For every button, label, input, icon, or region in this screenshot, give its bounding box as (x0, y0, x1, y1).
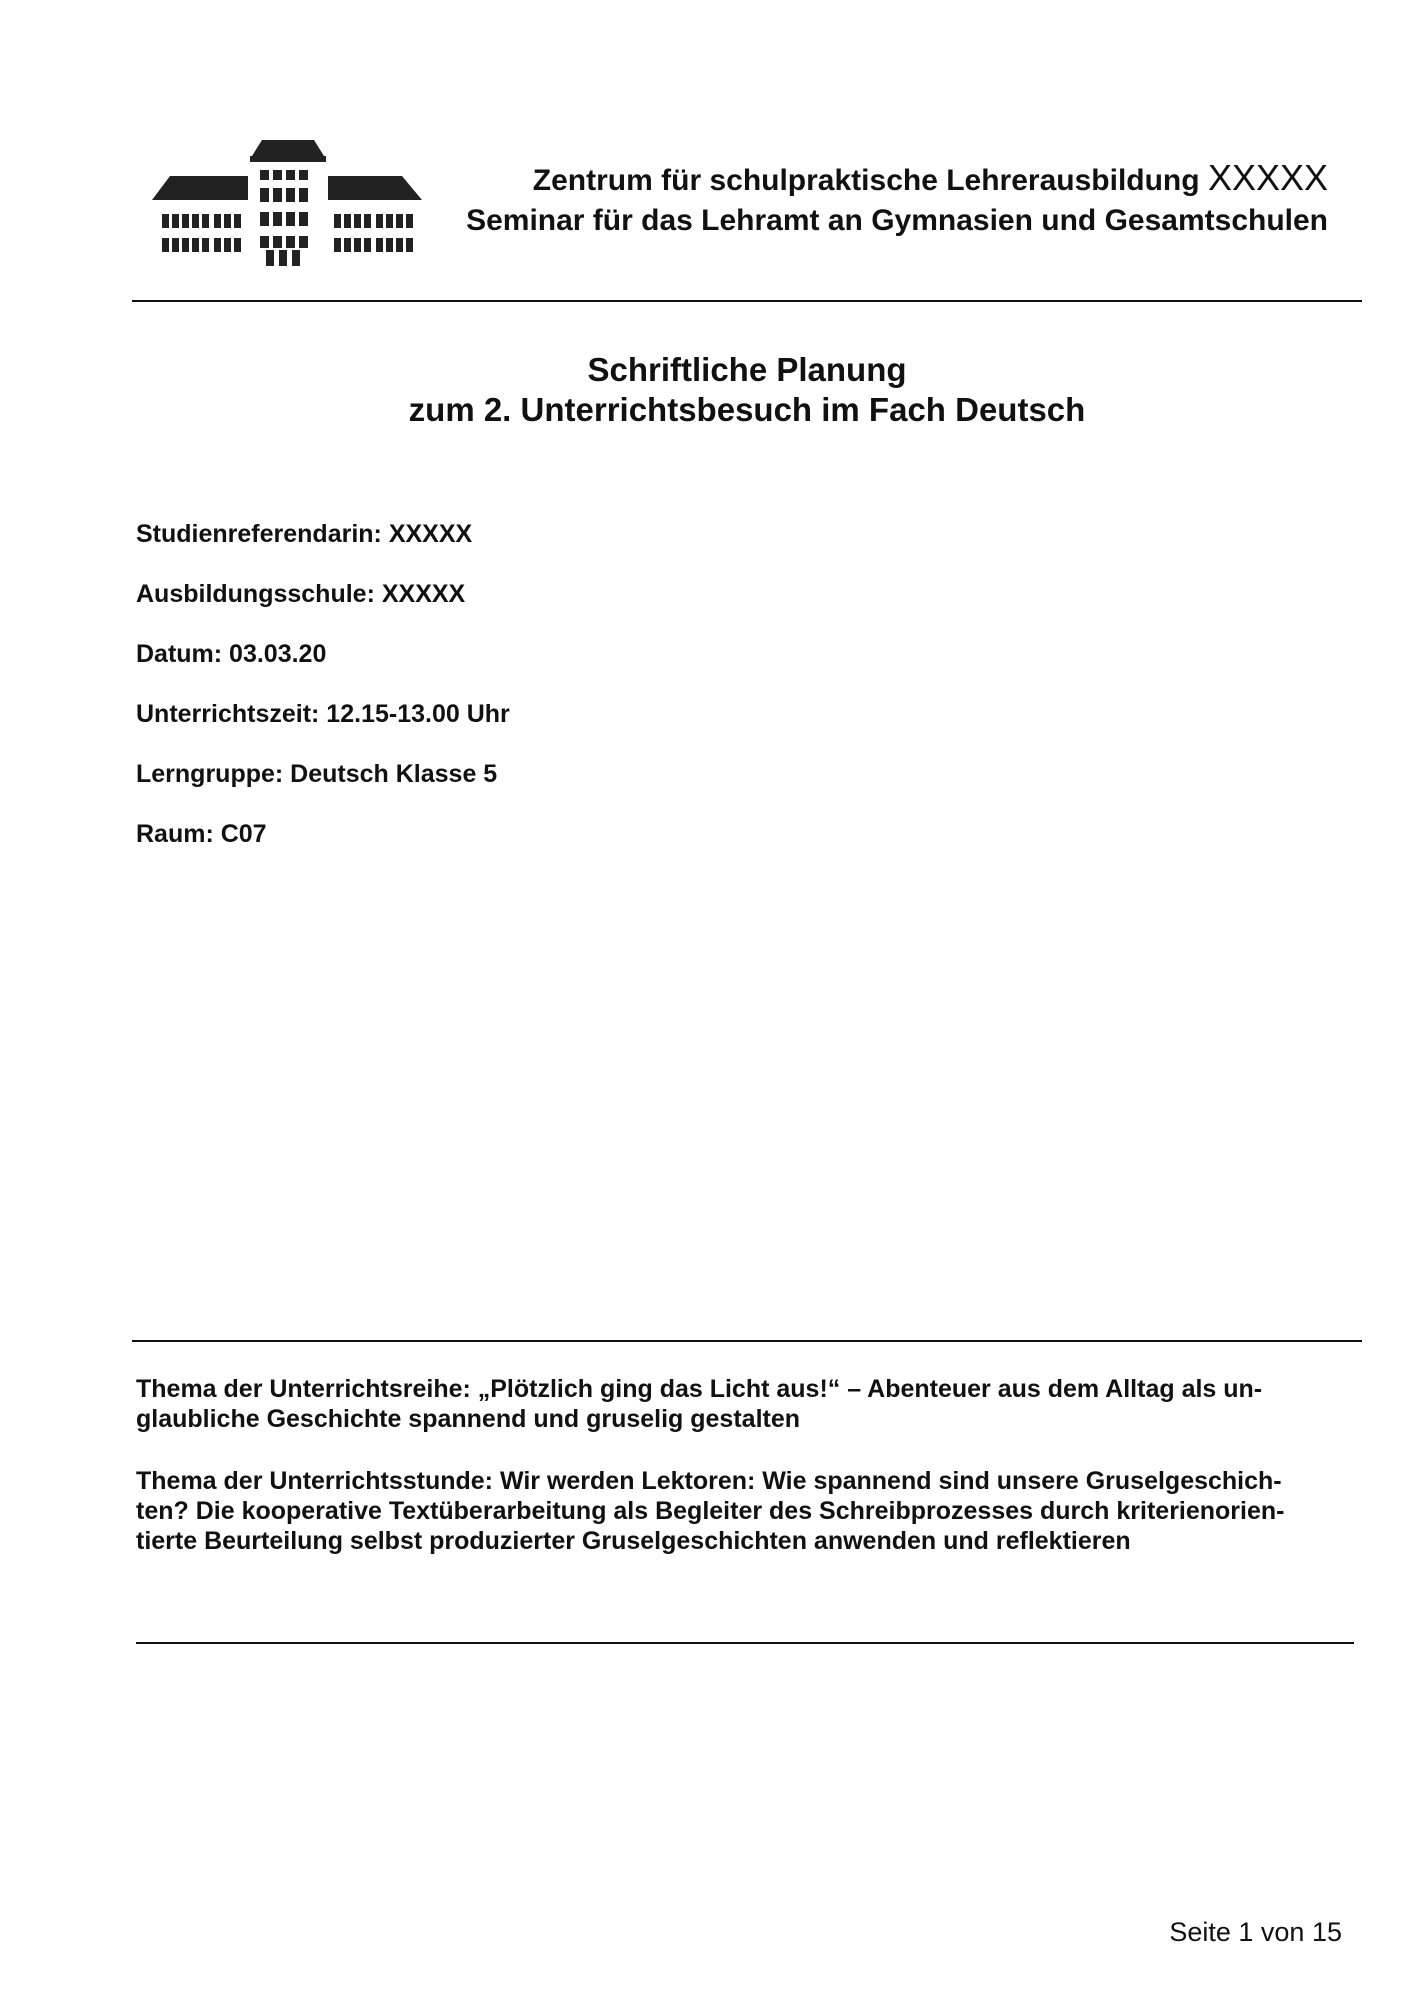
institution-name: Zentrum für schulpraktische Lehrerausbildung (532, 164, 1200, 197)
info-date: Datum: 03.03.20 (136, 640, 327, 668)
lesson-topic-line: Thema der Unterrichtsstunde: Wir werden Lektoren: Wie spannend sind unsere Gruselgeschich- (136, 1467, 1282, 1495)
series-topic-line: glaubliche Geschichte spannend und gruselig gestalten (136, 1405, 801, 1433)
institution-name-line (466, 158, 1328, 201)
info-list (136, 515, 510, 875)
institution-header (466, 158, 1328, 241)
topic-divider (132, 1340, 1362, 1342)
header-divider (132, 300, 1362, 302)
lesson-topic-line: tierte Beurteilung selbst produzierter Gruselgeschichten anwenden und reflektieren (136, 1527, 1131, 1555)
lesson-topic-line: ten? Die kooperative Textüberarbeitung als Begleiter des Schreibprozesses durch kriterienorien- (136, 1497, 1285, 1525)
info-room: Raum: C07 (136, 820, 267, 848)
series-topic (136, 1374, 1356, 1434)
document-title (0, 350, 1414, 430)
lesson-topic (136, 1466, 1356, 1556)
info-school: Ausbildungsschule: XXXXX (136, 580, 466, 608)
title-line-2: zum 2. Unterrichtsbesuch im Fach Deutsch (408, 391, 1086, 428)
info-learning-group: Lerngruppe: Deutsch Klasse 5 (136, 760, 498, 788)
school-building-logo (152, 136, 422, 266)
page-number: Seite 1 von 15 (1169, 1917, 1342, 1947)
seminar-name: Seminar für das Lehramt an Gymnasien und Gesamtschulen (466, 204, 1328, 237)
institution-placeholder: XXXXX (1207, 157, 1328, 198)
info-lesson-time: Unterrichtszeit: 12.15-13.00 Uhr (136, 700, 510, 728)
bottom-divider (136, 1642, 1354, 1644)
title-line-1: Schriftliche Planung (587, 351, 907, 388)
info-trainee: Studienreferendarin: XXXXX (136, 520, 473, 548)
series-topic-line: Thema der Unterrichtsreihe: „Plötzlich ging das Licht aus!“ – Abenteuer aus dem Alltag als un- (136, 1375, 1263, 1403)
